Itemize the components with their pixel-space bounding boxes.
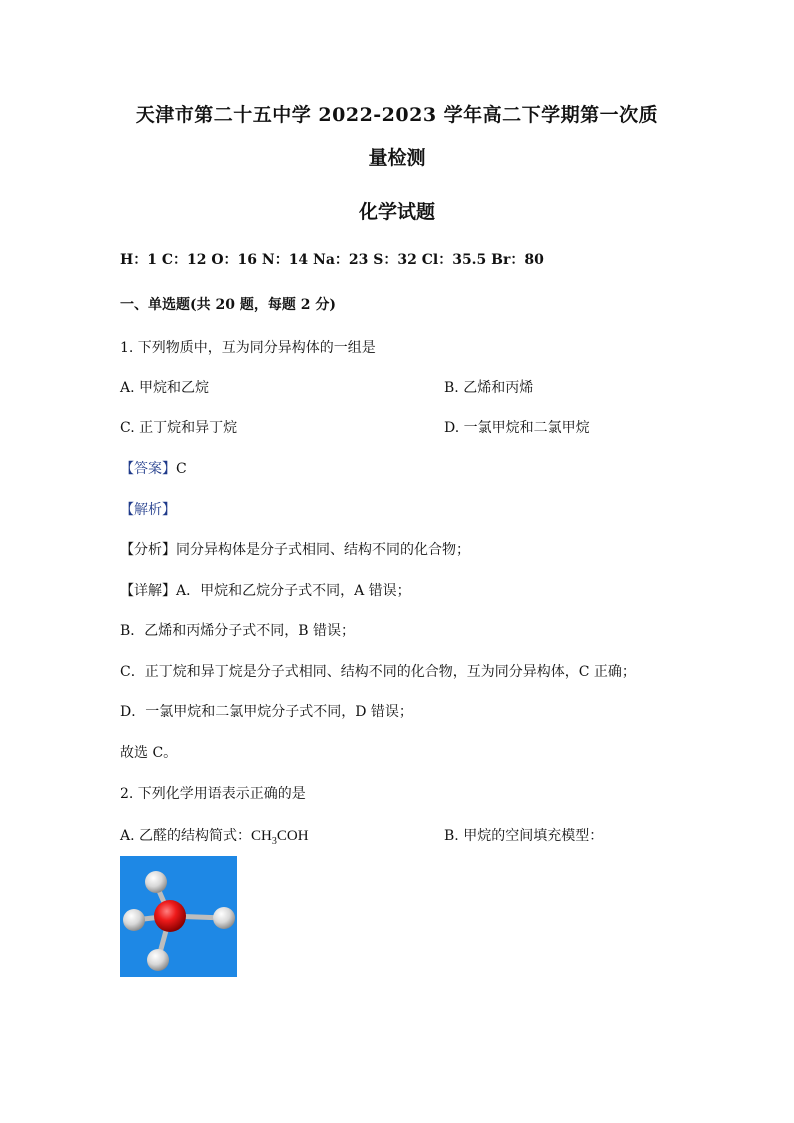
question-2-stem: 2. 下列化学用语表示正确的是 (120, 786, 306, 802)
q1-detail-b: B．乙烯和丙烯分子式不同，B 错误； (120, 623, 356, 639)
section-title: 一、单选题(共 20 题，每题 2 分) (120, 297, 336, 313)
subject-title: 化学试题 (358, 201, 435, 223)
formula-subscript: 3 (271, 836, 277, 847)
carbon-atom-center (154, 900, 186, 932)
fenxi-text: 同分异构体是分子式相同、结构不同的化合物； (176, 542, 470, 558)
atomic-masses: H：1 C：12 O：16 N：14 Na：23 S：32 Cl：35.5 Br：80 (120, 252, 544, 268)
document-title-continued: 量检测 (368, 147, 426, 169)
q1-fenxi (120, 539, 470, 559)
detail-tag: 【详解】 (120, 583, 176, 599)
q1-option-b: B. 乙烯和丙烯 (444, 380, 534, 396)
q1-detail-c: C．正丁烷和异丁烷是分子式相同、结构不同的化合物，互为同分异构体，C 正确； (120, 664, 636, 680)
hydrogen-atom-right (213, 907, 235, 929)
answer-tag: 【答案】 (120, 461, 176, 477)
hydrogen-atom-bottom (147, 949, 169, 971)
acetaldehyde-formula (251, 828, 309, 847)
q2-option-a (120, 825, 309, 847)
detail-a-text: A．甲烷和乙烷分子式不同，A 错误； (176, 583, 411, 599)
q1-option-c: C. 正丁烷和异丁烷 (120, 420, 238, 436)
formula-ch: CH (251, 828, 272, 844)
q1-answer (120, 458, 187, 478)
q1-option-a: A. 甲烷和乙烷 (120, 380, 210, 396)
question-1-stem: 1. 下列物质中，互为同分异构体的一组是 (120, 340, 376, 356)
hydrogen-atom-left (123, 909, 145, 931)
analysis-tag: 【解析】 (120, 502, 176, 518)
methane-model-svg (120, 856, 237, 977)
fenxi-tag: 【分析】 (120, 542, 176, 558)
q1-detail-d: D．一氯甲烷和二氯甲烷分子式不同，D 错误； (120, 704, 413, 720)
document-title: 天津市第二十五中学 2022-2023 学年高二下学期第一次质 (135, 104, 659, 126)
formula-coh: COH (276, 828, 309, 844)
q2-option-b: B. 甲烷的空间填充模型： (444, 828, 604, 844)
hydrogen-atom-top (145, 871, 167, 893)
q1-conclusion: 故选 C。 (120, 745, 178, 761)
q1-option-d: D. 一氯甲烷和二氯甲烷 (444, 420, 590, 436)
q1-detail-a (120, 580, 411, 600)
answer-value: C (176, 461, 187, 477)
q2-option-a-label: A. 乙醛的结构简式： (120, 828, 252, 844)
methane-space-filling-model (120, 856, 237, 977)
